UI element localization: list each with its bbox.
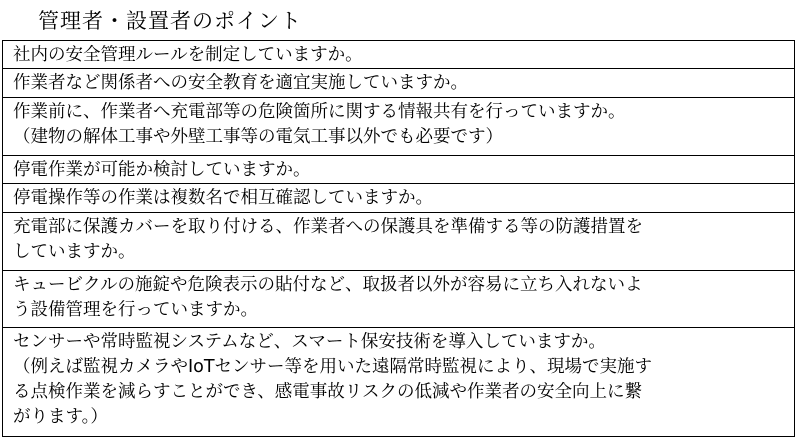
checklist-item-text: 作業前に、作業者へ充電部等の危険箇所に関する情報共有を行っていますか。	[13, 102, 626, 122]
checklist-item-text: していますか。	[13, 242, 136, 262]
checklist-item	[3, 97, 794, 155]
checklist-item-note: がります。）	[13, 407, 108, 427]
checklist-item-text: 停電操作等の作業は複数名で相互確認していますか。	[13, 188, 433, 208]
checklist-item-text: 停電作業が可能か検討していますか。	[13, 160, 311, 180]
checklist-item-text: センサーや常時監視システムなど、スマート保安技術を導入していますか。	[13, 332, 606, 352]
checklist-item	[3, 212, 794, 270]
checklist-item-text: 社内の安全管理ルールを制定していますか。	[13, 45, 363, 65]
checklist-item-note: （建物の解体工事や外壁工事等の電気工事以外でも必要です）	[13, 127, 503, 147]
checklist-item-text: 作業者など関係者への安全教育を適宜実施していますか。	[13, 73, 468, 93]
checklist-item	[3, 183, 794, 212]
page-title: 管理者・設置者のポイント	[38, 9, 302, 33]
checklist-item-text: キュービクルの施錠や危険表示の貼付など、取扱者以外が容易に立ち入れないよ	[13, 275, 643, 295]
checklist-item	[3, 155, 794, 183]
checklist-item-note: （例えば監視カメラやIoTセンサー等を用いた遠隔常時監視により、現場で実施す	[13, 357, 653, 377]
checklist-item	[3, 41, 794, 68]
checklist-item-text: 充電部に保護カバーを取り付ける、作業者への保護具を準備する等の防護措置を	[13, 217, 643, 237]
checklist-item	[3, 327, 794, 436]
checklist-item-text: う設備管理を行っていますか。	[13, 300, 258, 320]
checklist-item	[3, 68, 794, 97]
checklist-table	[2, 40, 795, 437]
checklist-item	[3, 270, 794, 327]
checklist-item-note: る点検作業を減らすことができ、感電事故リスクの低減や作業者の安全向上に繋	[13, 382, 642, 402]
